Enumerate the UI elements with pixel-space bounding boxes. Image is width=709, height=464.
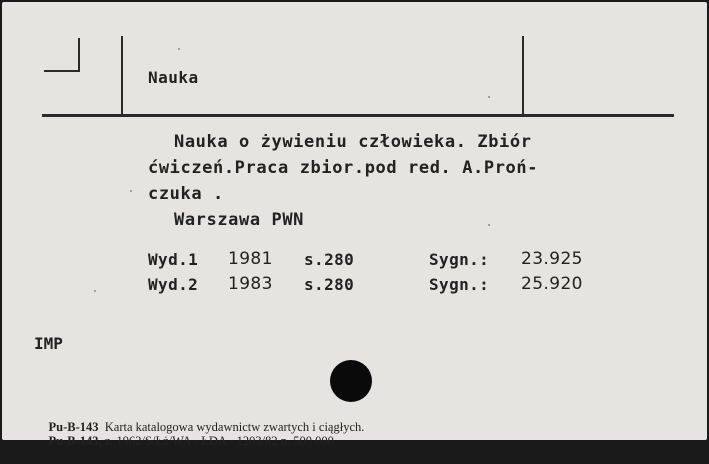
speck	[488, 96, 490, 98]
entry-publisher-line: Warszawa PWN	[174, 210, 305, 230]
sygn-value: 23.925	[521, 249, 583, 269]
footer-text: z. 1962/S/Łż/WA - ŁDA - 1203/82 n. 500 000	[104, 434, 334, 448]
corner-mark	[44, 38, 80, 72]
sygn-value: 25.920	[521, 274, 583, 294]
edition-year: 1983	[228, 274, 273, 294]
edition-label: Wyd.1	[148, 250, 199, 269]
header-rule	[42, 114, 674, 117]
footer-line-2	[36, 419, 334, 464]
right-vertical-rule	[522, 36, 524, 116]
speck	[130, 190, 132, 192]
left-vertical-rule	[121, 36, 123, 116]
entry-title-line-2: ćwiczeń.Praca zbior.pod red. A.Proń-	[148, 158, 539, 178]
footer-text: Karta katalogowa wydawnictw zwartych i ciągłych.	[104, 420, 365, 434]
entry-title-line-1: Nauka o żywieniu człowieka. Zbiór	[174, 132, 532, 152]
footer-code: Pu-B-143	[48, 420, 99, 434]
edition-pages: s.280	[304, 250, 355, 269]
catalog-card	[2, 2, 707, 448]
sygn-label: Sygn.:	[429, 250, 490, 269]
edition-pages: s.280	[304, 275, 355, 294]
speck	[488, 224, 490, 226]
category-heading: Nauka	[148, 68, 199, 87]
sygn-label: Sygn.:	[429, 275, 490, 294]
punch-hole	[330, 360, 372, 402]
edition-label: Wyd.2	[148, 275, 199, 294]
edition-year: 1981	[228, 249, 273, 269]
speck	[94, 290, 96, 292]
footer-code: Pu-B-143,	[48, 434, 102, 448]
entry-title-line-3: czuka .	[148, 184, 224, 204]
library-code: IMP	[34, 334, 63, 353]
speck	[178, 48, 180, 50]
